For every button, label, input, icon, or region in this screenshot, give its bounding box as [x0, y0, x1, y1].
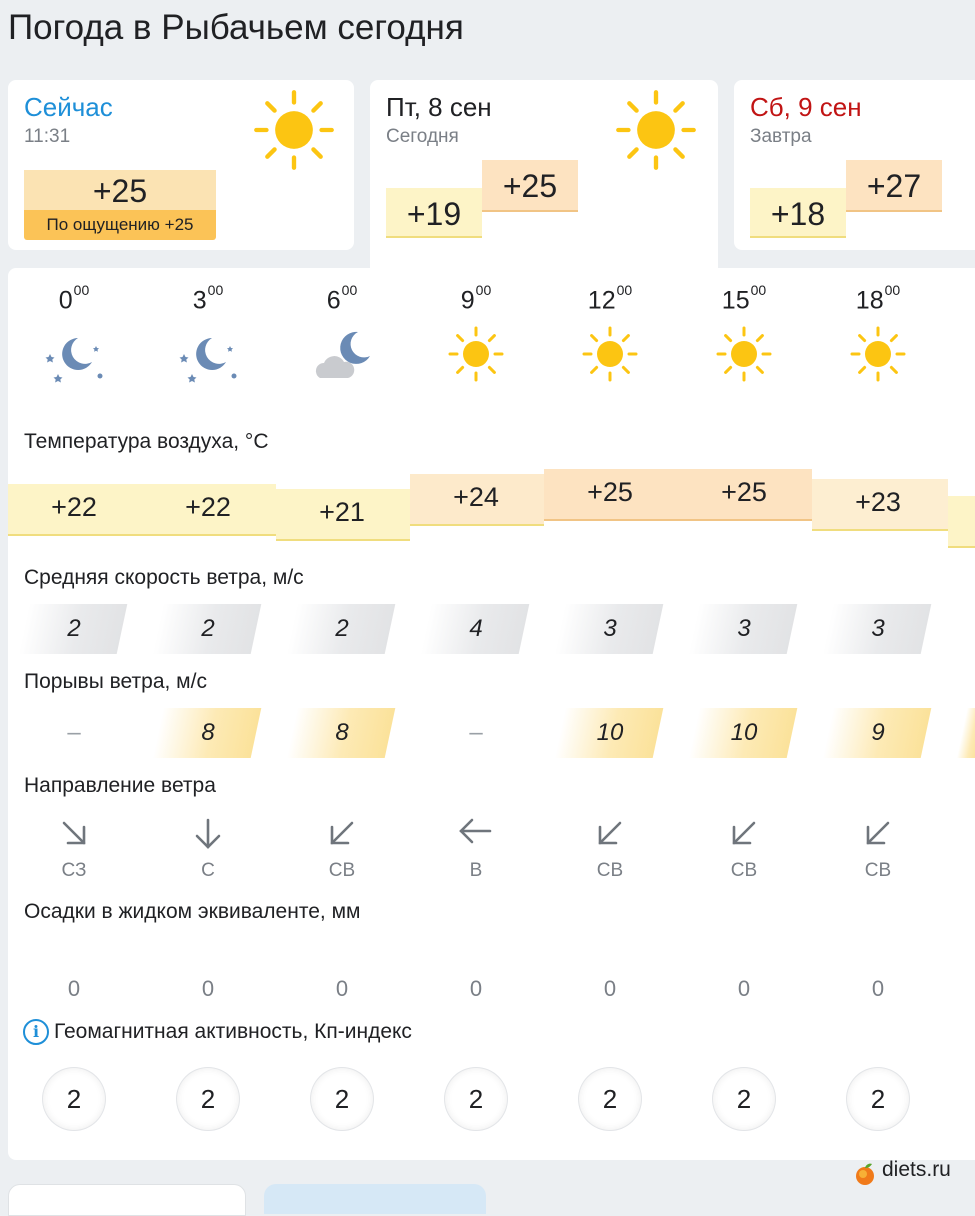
kp-index-badge: 2 [847, 1068, 909, 1130]
today-high-temp: +25 [482, 160, 578, 212]
arrow-down-right-icon [54, 817, 94, 851]
wind-speed-value: 2 [335, 615, 349, 642]
wind-direction-value: В [469, 860, 483, 881]
wind-direction-value: СЗ [61, 860, 87, 881]
moon-cloud-icon [307, 322, 377, 386]
sun-icon [616, 90, 696, 170]
arrow-left-icon [456, 817, 496, 851]
now-temp: +25 [24, 170, 216, 210]
hour-label: $15^{00}$ [721, 282, 767, 315]
wind-gust-value: 8 [201, 719, 215, 746]
today-low-temp: +19 [386, 188, 482, 238]
wind-direction-value: С [201, 860, 215, 881]
sun-icon [575, 322, 645, 386]
arrow-down-icon [188, 817, 228, 851]
wind-speed-value: 4 [469, 615, 483, 642]
kp-index-badge: 2 [579, 1068, 641, 1130]
precipitation-value: 0 [737, 976, 751, 1001]
wind-gust-value: – [67, 719, 81, 746]
wind-gust-value: 8 [335, 719, 349, 746]
arrow-down-left-icon [322, 817, 362, 851]
today-title: Пт, 8 сен [386, 92, 492, 122]
tomorrow-title: Сб, 9 сен [750, 92, 862, 122]
wind-speed-value: 2 [67, 615, 81, 642]
feels-like: По ощущению +25 [24, 210, 216, 240]
page-title: Погода в Рыбачьем сегодня [8, 8, 464, 47]
kp-index-badge: 2 [713, 1068, 775, 1130]
precipitation-value: 0 [603, 976, 617, 1001]
today-subtitle: Сегодня [386, 126, 459, 147]
precipitation-value: 0 [469, 976, 483, 1001]
wind-direction-value: СВ [596, 860, 624, 881]
wind-direction-value: СВ [328, 860, 356, 881]
info-icon[interactable]: i [23, 1019, 49, 1045]
sun-icon [441, 322, 511, 386]
temp-value: +22 [51, 492, 97, 522]
precipitation-label: Осадки в жидком эквиваленте, мм [24, 900, 361, 923]
wind-gusts-label: Порывы ветра, м/с [24, 670, 207, 693]
precipitation-value: 0 [871, 976, 885, 1001]
hour-label: $6^{00}$ [326, 282, 358, 315]
wind-gust-value: 10 [596, 719, 624, 746]
sun-icon [709, 322, 779, 386]
hour-label: $12^{00}$ [587, 282, 633, 315]
wind-direction-label: Направление ветра [24, 774, 216, 797]
wind-speed-value: 2 [201, 615, 215, 642]
current-weather-card[interactable] [8, 80, 354, 250]
hour-label: $3^{00}$ [192, 282, 224, 315]
precipitation-value: 0 [335, 976, 349, 1001]
precipitation-value: 0 [67, 976, 81, 1001]
wind-speed-value: 3 [737, 615, 751, 642]
now-time: 11:31 [24, 126, 71, 147]
temperature-label: Температура воздуха, °C [24, 430, 269, 453]
hour-label: $0^{00}$ [58, 282, 90, 315]
wind-speed-value: 3 [603, 615, 617, 642]
tomorrow-subtitle: Завтра [750, 126, 812, 147]
peach-logo-icon [854, 1162, 876, 1186]
bottom-button[interactable] [264, 1184, 486, 1214]
kp-index-badge: 2 [311, 1068, 373, 1130]
now-title: Сейчас [24, 92, 113, 122]
bottom-button[interactable] [8, 1184, 246, 1216]
temp-value: +25 [587, 477, 633, 507]
kp-index-badge: 2 [177, 1068, 239, 1130]
moon-stars-icon [173, 322, 243, 386]
tomorrow-high-temp: +27 [846, 160, 942, 212]
temp-value: +21 [319, 497, 365, 527]
kp-index-badge: 2 [43, 1068, 105, 1130]
arrow-down-left-icon [590, 817, 630, 851]
wind-direction-value: СВ [730, 860, 758, 881]
moon-stars-icon [39, 322, 109, 386]
arrow-down-left-icon [858, 817, 898, 851]
kp-index-badge: 2 [445, 1068, 507, 1130]
now-temp-box [24, 170, 216, 242]
brand-watermark: diets.ru [882, 1158, 951, 1181]
wind-gust-value: 10 [730, 719, 758, 746]
hour-label: $18^{00}$ [855, 282, 901, 315]
sun-icon [254, 90, 334, 170]
tomorrow-low-temp: +18 [750, 188, 846, 238]
temp-value: +23 [855, 487, 901, 517]
wind-speed-value: 3 [871, 615, 885, 642]
wind-gust-value: – [469, 719, 483, 746]
temp-value: +24 [453, 482, 499, 512]
wind-direction-value: СВ [864, 860, 892, 881]
hour-label: $9^{00}$ [460, 282, 492, 315]
sun-icon [843, 322, 913, 386]
tomorrow-card[interactable] [734, 80, 975, 250]
wind-speed-label: Средняя скорость ветра, м/с [24, 566, 304, 589]
temp-value: +25 [721, 477, 767, 507]
precipitation-value: 0 [201, 976, 215, 1001]
temp-value: +22 [185, 492, 231, 522]
geomagnetic-label: Геомагнитная активность, Кп-индекс [54, 1020, 412, 1043]
today-card[interactable] [370, 80, 718, 280]
arrow-down-left-icon [724, 817, 764, 851]
temp-band-segment [948, 496, 975, 548]
wind-gust-value: 9 [871, 719, 885, 746]
